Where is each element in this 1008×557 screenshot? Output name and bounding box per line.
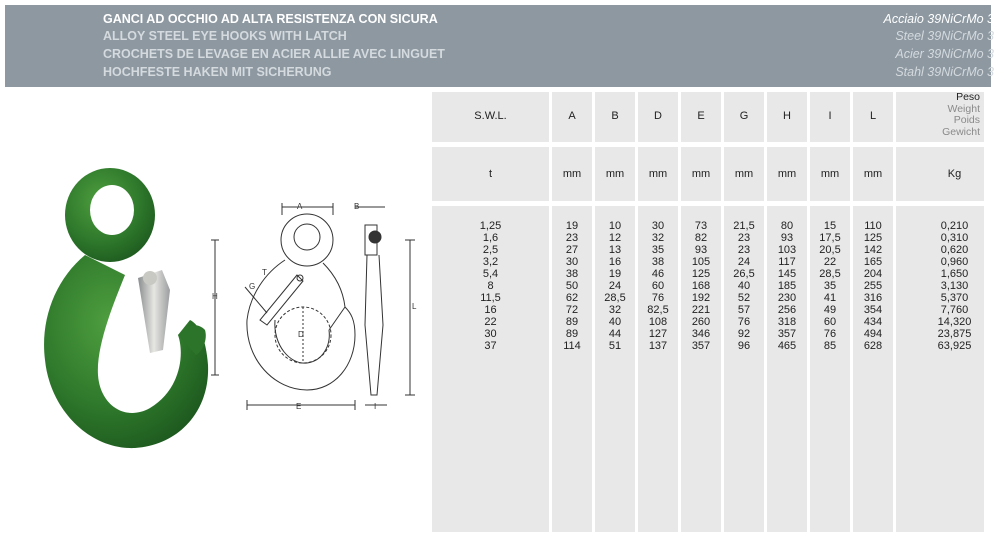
cell-h: 93 xyxy=(780,232,794,244)
cell-d: 46 xyxy=(651,268,665,280)
dim-label-t: T xyxy=(262,268,267,277)
title-english: ALLOY STEEL EYE HOOKS WITH LATCH xyxy=(103,29,347,43)
cell-weight: 63,925 xyxy=(937,340,972,352)
cell-d: 38 xyxy=(651,256,665,268)
unit-d: mm xyxy=(648,168,668,180)
cell-e: 125 xyxy=(691,268,711,280)
cell-i: 60 xyxy=(823,316,837,328)
cell-b: 44 xyxy=(608,328,622,340)
title-german: HOCHFESTE HAKEN MIT SICHERUNG xyxy=(103,65,332,79)
cell-e: 346 xyxy=(691,328,711,340)
cell-d: 35 xyxy=(651,244,665,256)
cell-b: 13 xyxy=(608,244,622,256)
cell-l: 110 xyxy=(864,220,882,232)
cell-d: 76 xyxy=(651,292,665,304)
dim-label-l: L xyxy=(412,302,417,311)
material-italian: Acciaio 39NiCrMo 3 xyxy=(883,12,994,26)
cell-b: 12 xyxy=(608,232,622,244)
cell-i: 85 xyxy=(823,340,837,352)
cell-swl: 22 xyxy=(484,316,497,328)
cell-l: 494 xyxy=(863,328,883,340)
cell-b: 19 xyxy=(608,268,622,280)
cell-h: 185 xyxy=(777,280,797,292)
cell-swl: 16 xyxy=(484,304,497,316)
col-header-i: I xyxy=(828,110,832,122)
cell-h: 318 xyxy=(777,316,797,328)
cell-a: 62 xyxy=(565,292,579,304)
dim-label-g: G xyxy=(249,282,256,291)
cell-e: 357 xyxy=(691,340,711,352)
technical-drawing xyxy=(205,195,430,415)
cell-weight: 14,320 xyxy=(937,316,972,328)
cell-b: 16 xyxy=(608,256,622,268)
col-header-a: A xyxy=(568,110,576,122)
dim-label-d: D xyxy=(298,330,304,339)
dim-label-e: E xyxy=(296,402,302,411)
cell-l: 316 xyxy=(863,292,883,304)
cell-g: 23 xyxy=(737,232,751,244)
cell-weight: 23,875 xyxy=(937,328,972,340)
cell-l: 354 xyxy=(863,304,883,316)
cell-i: 17,5 xyxy=(819,232,841,244)
cell-weight: 7,760 xyxy=(940,304,969,316)
cell-a: 27 xyxy=(565,244,579,256)
cell-d: 30 xyxy=(651,220,665,232)
cell-i: 49 xyxy=(823,304,837,316)
unit-e: mm xyxy=(691,168,711,180)
cell-b: 32 xyxy=(608,304,622,316)
cell-g: 96 xyxy=(737,340,751,352)
unit-swl: t xyxy=(488,168,493,180)
cell-h: 256 xyxy=(777,304,797,316)
cell-b: 24 xyxy=(608,280,622,292)
unit-a: mm xyxy=(562,168,582,180)
cell-i: 41 xyxy=(823,292,837,304)
cell-l: 142 xyxy=(863,244,883,256)
cell-b: 28,5 xyxy=(604,292,626,304)
cell-g: 24 xyxy=(737,256,751,268)
cell-weight: 0,620 xyxy=(940,244,969,256)
col-header-swl: S.W.L. xyxy=(474,110,507,122)
cell-swl: 30 xyxy=(484,328,497,340)
col-header-e: E xyxy=(697,110,705,122)
cell-swl: 2,5 xyxy=(482,244,499,256)
cell-i: 35 xyxy=(823,280,837,292)
cell-d: 32 xyxy=(651,232,665,244)
cell-h: 230 xyxy=(777,292,797,304)
cell-l: 125 xyxy=(863,232,883,244)
unit-b: mm xyxy=(605,168,625,180)
cell-h: 117 xyxy=(778,256,796,268)
cell-e: 260 xyxy=(691,316,711,328)
col-header-g: G xyxy=(739,110,749,122)
cell-g: 21,5 xyxy=(733,220,755,232)
cell-a: 30 xyxy=(565,256,579,268)
cell-i: 15 xyxy=(823,220,837,232)
cell-weight: 3,130 xyxy=(940,280,969,292)
cell-l: 628 xyxy=(863,340,883,352)
cell-swl: 5,4 xyxy=(482,268,499,280)
cell-h: 80 xyxy=(780,220,794,232)
hook-photo xyxy=(30,160,230,460)
cell-weight: 0,210 xyxy=(940,220,969,232)
cell-e: 73 xyxy=(694,220,708,232)
cell-g: 52 xyxy=(737,292,751,304)
cell-e: 221 xyxy=(691,304,711,316)
cell-swl: 1,25 xyxy=(479,220,502,232)
cell-b: 10 xyxy=(608,220,622,232)
cell-l: 255 xyxy=(863,280,883,292)
cell-d: 82,5 xyxy=(647,304,669,316)
cell-d: 137 xyxy=(648,340,668,352)
cell-i: 20,5 xyxy=(819,244,841,256)
cell-e: 93 xyxy=(694,244,708,256)
cell-l: 165 xyxy=(863,256,883,268)
cell-l: 204 xyxy=(863,268,883,280)
cell-weight: 1,650 xyxy=(940,268,969,280)
title-italian: GANCI AD OCCHIO AD ALTA RESISTENZA CON SICURA xyxy=(103,12,438,26)
unit-g: mm xyxy=(734,168,754,180)
cell-a: 72 xyxy=(565,304,579,316)
cell-g: 76 xyxy=(737,316,751,328)
cell-e: 105 xyxy=(691,256,711,268)
col-header-h: H xyxy=(783,110,791,122)
dim-label-b: B xyxy=(354,202,360,211)
cell-swl: 3,2 xyxy=(482,256,499,268)
cell-a: 19 xyxy=(565,220,579,232)
cell-a: 38 xyxy=(565,268,579,280)
cell-i: 22 xyxy=(823,256,837,268)
cell-e: 192 xyxy=(691,292,711,304)
material-english: Steel 39NiCrMo 3 xyxy=(895,29,994,43)
header-separator xyxy=(432,142,984,147)
cell-h: 357 xyxy=(777,328,797,340)
cell-weight: 5,370 xyxy=(940,292,969,304)
col-header-d: D xyxy=(654,110,662,122)
cell-h: 103 xyxy=(777,244,797,256)
cell-i: 28,5 xyxy=(819,268,841,280)
title-french: CROCHETS DE LEVAGE EN ACIER ALLIE AVEC LINGUET xyxy=(103,47,445,61)
cell-swl: 1,6 xyxy=(482,232,499,244)
col-header-weight: Peso Weight Poids Gewicht xyxy=(942,91,980,138)
cell-swl: 37 xyxy=(484,340,497,352)
cell-e: 168 xyxy=(691,280,711,292)
cell-a: 114 xyxy=(563,340,581,352)
cell-a: 23 xyxy=(565,232,579,244)
unit-weight: Kg xyxy=(947,168,962,180)
cell-i: 76 xyxy=(823,328,837,340)
cell-a: 50 xyxy=(565,280,579,292)
cell-h: 145 xyxy=(777,268,797,280)
cell-g: 92 xyxy=(737,328,751,340)
cell-a: 89 xyxy=(565,316,579,328)
cell-g: 57 xyxy=(737,304,751,316)
units-separator xyxy=(432,201,984,206)
cell-l: 434 xyxy=(863,316,883,328)
cell-g: 40 xyxy=(737,280,751,292)
cell-d: 60 xyxy=(651,280,665,292)
dim-label-h: H xyxy=(212,292,218,301)
dim-label-a: A xyxy=(297,202,303,211)
cell-g: 26,5 xyxy=(733,268,755,280)
cell-g: 23 xyxy=(737,244,751,256)
cell-e: 82 xyxy=(694,232,708,244)
cell-weight: 0,960 xyxy=(940,256,969,268)
cell-d: 127 xyxy=(648,328,668,340)
unit-i: mm xyxy=(820,168,840,180)
cell-b: 40 xyxy=(608,316,622,328)
cell-d: 108 xyxy=(648,316,668,328)
cell-h: 465 xyxy=(777,340,797,352)
col-header-b: B xyxy=(611,110,619,122)
cell-b: 51 xyxy=(608,340,622,352)
material-french: Acier 39NiCrMo 3 xyxy=(895,47,994,61)
cell-a: 89 xyxy=(565,328,579,340)
cell-swl: 8 xyxy=(487,280,494,292)
cell-weight: 0,310 xyxy=(940,232,969,244)
unit-l: mm xyxy=(863,168,883,180)
material-german: Stahl 39NiCrMo 3 xyxy=(895,65,994,79)
col-header-l: L xyxy=(869,110,877,122)
cell-swl: 11,5 xyxy=(480,292,501,304)
dim-label-i: I xyxy=(374,402,377,411)
unit-h: mm xyxy=(777,168,797,180)
